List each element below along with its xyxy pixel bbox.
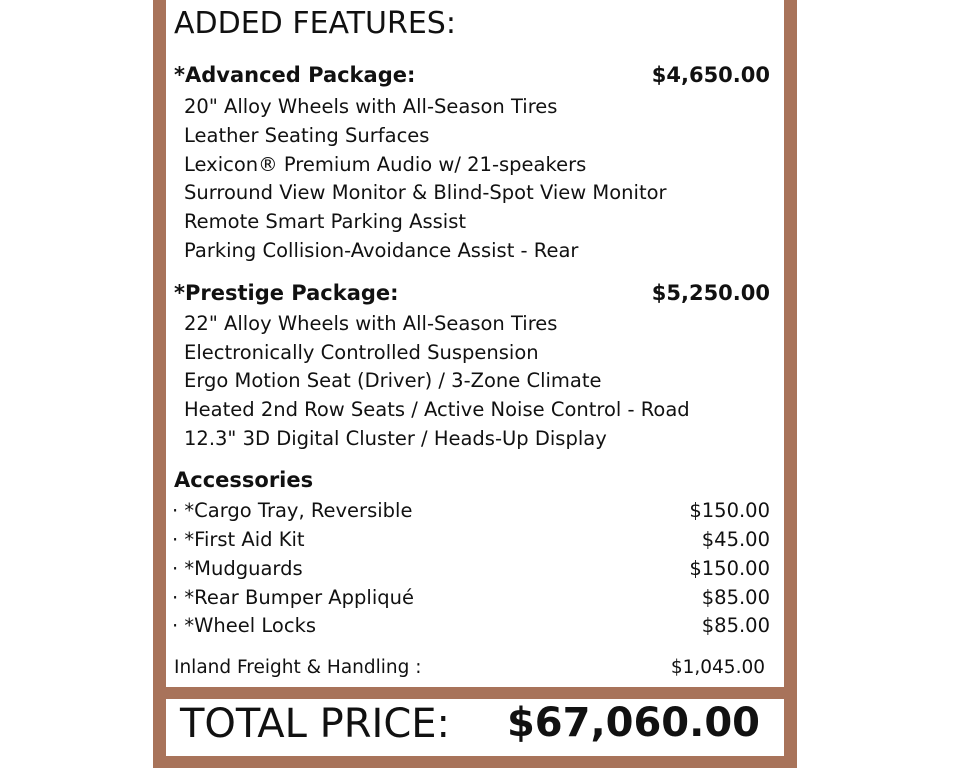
feature-item: Remote Smart Parking Assist	[184, 210, 466, 233]
accessory-item: · *Mudguards	[172, 557, 303, 580]
accessory-price: $150.00	[689, 557, 770, 580]
freight-price: $1,045.00	[670, 657, 765, 678]
feature-item: 12.3" 3D Digital Cluster / Heads-Up Display	[184, 427, 607, 450]
prestige-package-title: *Prestige Package:	[174, 281, 399, 305]
accessory-price: $45.00	[701, 528, 770, 551]
feature-item: Surround View Monitor & Blind-Spot View Monitor	[184, 181, 667, 204]
advanced-package-price: $4,650.00	[651, 63, 770, 87]
accessory-price: $85.00	[701, 586, 770, 609]
accessory-item: · *Cargo Tray, Reversible	[172, 499, 413, 522]
feature-item: 20" Alloy Wheels with All-Season Tires	[184, 95, 558, 118]
feature-item: Lexicon® Premium Audio w/ 21-speakers	[184, 153, 587, 176]
feature-item: Leather Seating Surfaces	[184, 124, 430, 147]
prestige-package-price: $5,250.00	[651, 281, 770, 305]
accessories-title: Accessories	[174, 468, 314, 492]
accessory-item: · *Wheel Locks	[172, 614, 317, 637]
feature-item: Parking Collision-Avoidance Assist - Rear	[184, 239, 579, 262]
total-value: $67,060.00	[506, 700, 760, 746]
total-panel	[166, 699, 784, 756]
accessory-item: · *Rear Bumper Appliqué	[172, 586, 414, 609]
total-label: TOTAL PRICE:	[180, 701, 450, 747]
accessory-price: $85.00	[701, 614, 770, 637]
page-heading: ADDED FEATURES:	[174, 6, 456, 41]
features-panel	[166, 0, 784, 687]
freight-label: Inland Freight & Handling :	[174, 657, 422, 678]
accessory-item: · *First Aid Kit	[172, 528, 305, 551]
feature-item: Electronically Controlled Suspension	[184, 341, 539, 364]
feature-item: Heated 2nd Row Seats / Active Noise Control - Road	[184, 398, 690, 421]
accessory-price: $150.00	[689, 499, 770, 522]
feature-item: Ergo Motion Seat (Driver) / 3-Zone Climate	[184, 369, 602, 392]
advanced-package-title: *Advanced Package:	[174, 63, 416, 87]
feature-item: 22" Alloy Wheels with All-Season Tires	[184, 312, 558, 335]
